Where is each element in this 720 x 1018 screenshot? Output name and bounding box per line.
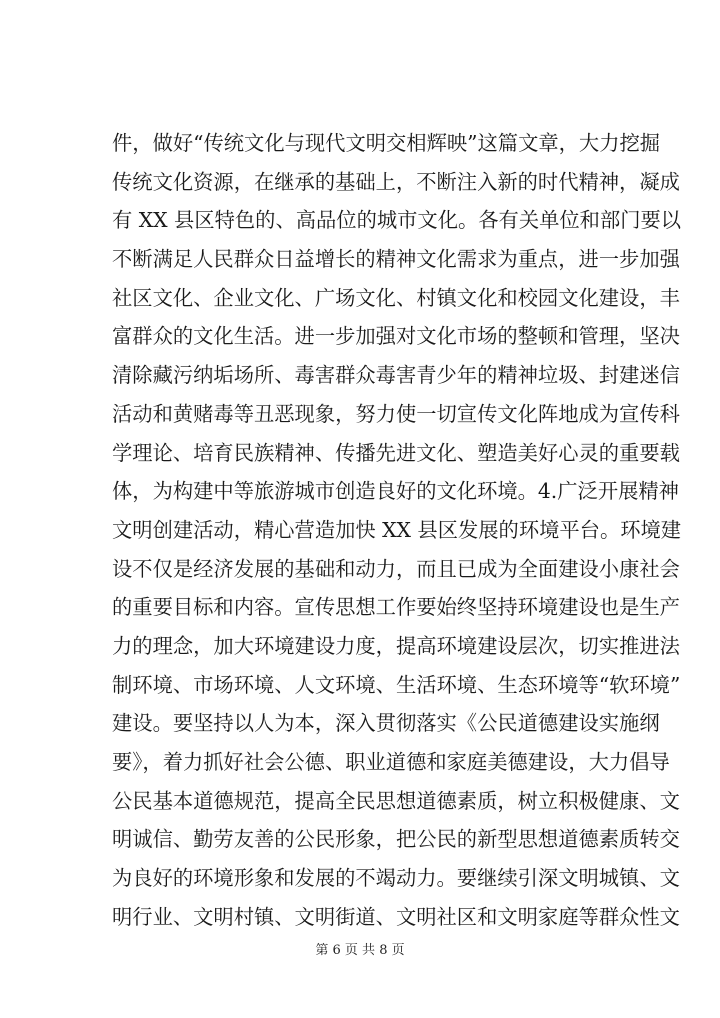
text-line: 为良好的环境形象和发展的不竭动力。要继续引深文明城镇、文 xyxy=(112,866,680,891)
text-line: 有 XX 县区特色的、高品位的城市文化。各有关单位和部门要以 xyxy=(112,208,682,233)
text-line: 件，做好“传统文化与现代文明交相辉映”这篇文章，大力挖掘 xyxy=(112,131,661,155)
text-line: 明诚信、勤劳友善的公民形象，把公民的新型思想道德素质转交 xyxy=(112,827,680,852)
text-line: 的重要目标和内容。宣传思想工作要始终坚持环境建设也是生产 xyxy=(112,595,680,620)
body-text xyxy=(112,124,682,936)
text-line: 要》，着力抓好社会公德、职业道德和家庭美德建设，大力倡导 xyxy=(112,750,670,774)
text-line: 公民基本道德规范，提高全民思想道德素质，树立积极健康、文 xyxy=(112,788,680,813)
text-line: 力的理念，加大环境建设力度，提高环境建设层次，切实推进法 xyxy=(112,633,680,658)
text-line: 清除藏污纳垢场所、毒害群众毒害青少年的精神垃圾、封建迷信 xyxy=(112,363,680,388)
text-line: 学理论、培育民族精神、传播先进文化、塑造美好心灵的重要载 xyxy=(112,440,680,465)
text-line: 传统文化资源，在继承的基础上，不断注入新的时代精神，凝成 xyxy=(112,169,680,194)
text-line: 明行业、文明村镇、文明街道、文明社区和文明家庭等群众性文 xyxy=(112,904,680,929)
page-number-footer: 第 6 页 共 8 页 xyxy=(315,943,405,958)
text-line: 设不仅是经济发展的基础和动力，而且已成为全面建设小康社会 xyxy=(112,556,680,581)
text-line: 文明创建活动，精心营造加快 XX 县区发展的环境平台。环境建 xyxy=(112,517,682,542)
text-line: 建设。要坚持以人为本，深入贯彻落实《公民道德建设实施纲 xyxy=(112,711,660,736)
text-line: 富群众的文化生活。进一步加强对文化市场的整顿和管理，坚决 xyxy=(112,324,680,349)
text-line: 不断满足人民群众日益增长的精神文化需求为重点，进一步加强 xyxy=(112,247,680,272)
text-line: 社区文化、企业文化、广场文化、村镇文化和校园文化建设，丰 xyxy=(112,285,680,310)
text-line: 制环境、市场环境、人文环境、生活环境、生态环境等“软环境” xyxy=(112,672,681,697)
text-line: 体，为构建中等旅游城市创造良好的文化环境。4.广泛开展精神 xyxy=(112,479,679,504)
text-line: 活动和黄赌毒等丑恶现象，努力使一切宣传文化阵地成为宣传科 xyxy=(112,401,680,426)
